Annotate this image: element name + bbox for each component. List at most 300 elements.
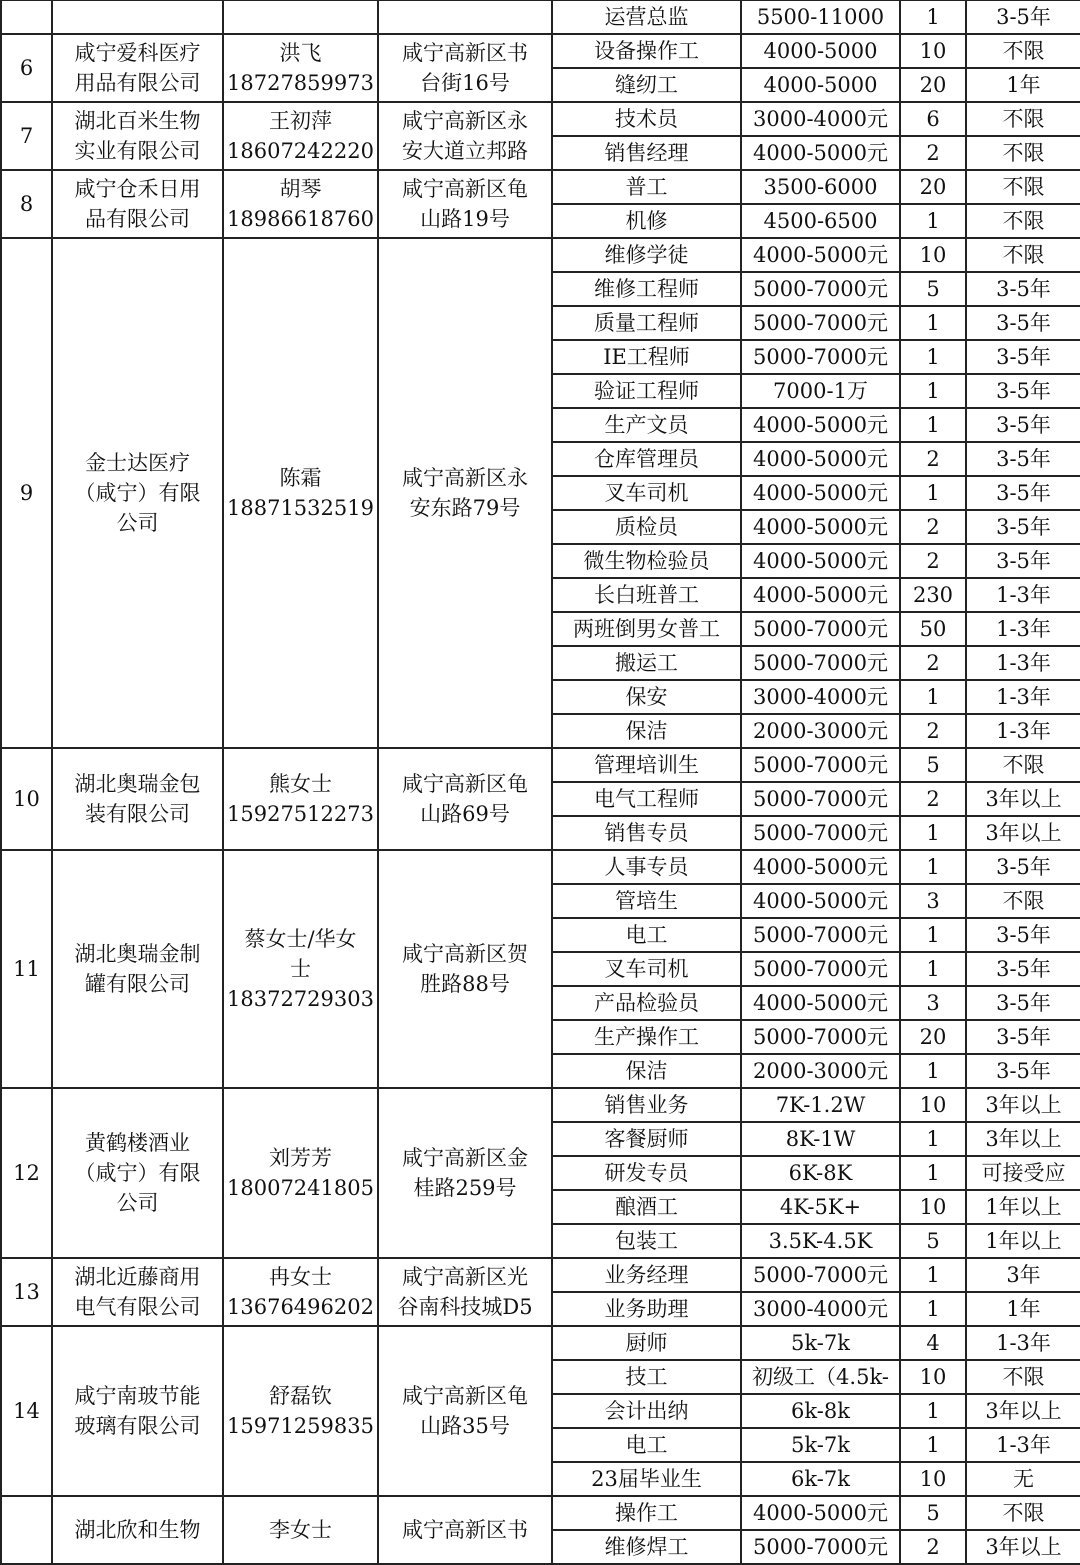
experience-requirement: 不限 [966,884,1080,918]
job-title: 研发专员 [552,1156,741,1190]
job-title: 客餐厨师 [552,1122,741,1156]
experience-requirement: 3-5年 [966,952,1080,986]
row-number [1,1496,52,1564]
salary-range: 5000-7000元 [741,306,900,340]
company-name [52,102,223,170]
experience-requirement: 3年以上 [966,1530,1080,1564]
company-address-line: 桂路259号 [413,1176,517,1200]
job-title: 搬运工 [552,646,741,680]
experience-requirement: 1年 [966,1292,1080,1326]
salary-range: 3000-4000元 [741,1292,900,1326]
company-address [378,238,552,748]
experience-requirement: 1-3年 [966,714,1080,748]
table-body [1,0,1080,1564]
salary-range: 5k-7k [741,1326,900,1360]
company-name-line: 用品有限公司 [74,71,201,95]
headcount: 2 [900,1530,966,1564]
contact-info-line: 舒磊钦 [269,1384,332,1408]
experience-requirement: 3-5年 [966,510,1080,544]
company-address-line: 咸宁高新区金 [402,1146,528,1170]
company-name [52,1496,223,1564]
salary-range: 4000-5000元 [741,884,900,918]
job-title: 电气工程师 [552,782,741,816]
job-title: 两班倒男女普工 [552,612,741,646]
experience-requirement: 1-3年 [966,1428,1080,1462]
contact-info-line: 15927512273 [227,802,374,826]
salary-range: 5000-7000元 [741,782,900,816]
company-address-line: 咸宁高新区龟 [402,1384,528,1408]
row-number [1,0,52,34]
job-title: 维修工程师 [552,272,741,306]
contact-info [223,850,378,1088]
company-name-line: 黄鹤楼酒业 [85,1131,190,1155]
salary-range: 4K-5K+ [741,1190,900,1224]
salary-range: 3000-4000元 [741,102,900,136]
company-address [378,1326,552,1496]
company-address [378,1088,552,1258]
salary-range: 3000-4000元 [741,680,900,714]
salary-range: 3.5K-4.5K [741,1224,900,1258]
row-number: 8 [1,170,52,238]
table-row [1,1258,1080,1292]
company-address [378,850,552,1088]
job-title: 长白班普工 [552,578,741,612]
experience-requirement: 不限 [966,102,1080,136]
experience-requirement: 不限 [966,238,1080,272]
headcount: 5 [900,1224,966,1258]
experience-requirement: 1-3年 [966,680,1080,714]
headcount: 2 [900,782,966,816]
headcount: 3 [900,986,966,1020]
company-name-line: 装有限公司 [85,802,190,826]
salary-range: 6K-8K [741,1156,900,1190]
headcount: 10 [900,1462,966,1496]
salary-range: 7K-1.2W [741,1088,900,1122]
headcount: 50 [900,612,966,646]
contact-info [223,0,378,34]
company-address-line: 谷南科技城D5 [397,1295,533,1319]
contact-info [223,748,378,850]
job-title: 维修学徒 [552,238,741,272]
job-title: 生产文员 [552,408,741,442]
experience-requirement: 不限 [966,1360,1080,1394]
job-title: 维修焊工 [552,1530,741,1564]
table-row [1,748,1080,782]
headcount: 1 [900,306,966,340]
company-address [378,34,552,102]
company-address-line: 咸宁高新区书 [402,41,528,65]
headcount: 5 [900,1496,966,1530]
company-name-line: 罐有限公司 [85,972,190,996]
salary-range: 2000-3000元 [741,1054,900,1088]
job-title: 生产操作工 [552,1020,741,1054]
contact-info-line: 15971259835 [227,1414,374,1438]
headcount: 1 [900,1122,966,1156]
company-name [52,1326,223,1496]
headcount: 20 [900,68,966,102]
contact-info-line: 士 [290,957,311,981]
company-name-line: 公司 [116,511,159,535]
company-name-line: 公司 [116,1191,159,1215]
company-address-line: 咸宁高新区书 [402,1518,528,1542]
company-name-line: 湖北近藤商用 [74,1265,201,1289]
contact-info-line: 洪飞 [279,41,322,65]
experience-requirement: 3-5年 [966,850,1080,884]
job-title: 质量工程师 [552,306,741,340]
salary-range: 初级工（4.5k- [741,1360,900,1394]
headcount: 1 [900,476,966,510]
salary-range: 4000-5000 [741,68,900,102]
headcount: 20 [900,170,966,204]
company-name-line: 金士达医疗 [85,451,190,475]
job-title: 操作工 [552,1496,741,1530]
contact-info-line: 13676496202 [227,1295,374,1319]
headcount: 10 [900,1088,966,1122]
experience-requirement: 3年以上 [966,1122,1080,1156]
table-row [1,1496,1080,1530]
contact-info-line: 胡琴 [279,177,322,201]
salary-range: 5000-7000元 [741,1020,900,1054]
experience-requirement: 不限 [966,204,1080,238]
table-row [1,102,1080,136]
experience-requirement: 不限 [966,748,1080,782]
salary-range: 5000-7000元 [741,1530,900,1564]
headcount: 1 [900,1258,966,1292]
experience-requirement: 可接受应 [966,1156,1080,1190]
company-address-line: 咸宁高新区龟 [402,177,528,201]
company-name [52,1258,223,1326]
row-number: 13 [1,1258,52,1326]
headcount: 10 [900,1190,966,1224]
job-title: 业务经理 [552,1258,741,1292]
company-address-line: 胜路88号 [420,972,510,996]
salary-range: 4000-5000元 [741,1496,900,1530]
headcount: 1 [900,408,966,442]
experience-requirement: 无 [966,1462,1080,1496]
job-title: 质检员 [552,510,741,544]
job-title: 叉车司机 [552,952,741,986]
experience-requirement: 不限 [966,34,1080,68]
headcount: 1 [900,0,966,34]
company-name-line: 湖北百米生物 [74,109,201,133]
table-row [1,1326,1080,1360]
salary-range: 5000-7000元 [741,748,900,782]
experience-requirement: 3-5年 [966,306,1080,340]
company-name [52,0,223,34]
salary-range: 5000-7000元 [741,952,900,986]
row-number: 11 [1,850,52,1088]
company-name-line: （咸宁）有限 [74,1161,201,1185]
table-row [1,34,1080,68]
salary-range: 4000-5000元 [741,578,900,612]
contact-info-line: 冉女士 [269,1265,332,1289]
experience-requirement: 1-3年 [966,1326,1080,1360]
experience-requirement: 3年以上 [966,816,1080,850]
company-name [52,748,223,850]
job-title: 保洁 [552,714,741,748]
headcount: 1 [900,374,966,408]
contact-info-line: 陈霜 [279,466,322,490]
salary-range: 4000-5000元 [741,238,900,272]
contact-info-line: 熊女士 [269,772,332,796]
job-title: 电工 [552,918,741,952]
company-name-line: 品有限公司 [85,207,190,231]
row-number: 10 [1,748,52,850]
company-name [52,1088,223,1258]
headcount: 2 [900,136,966,170]
salary-range: 2000-3000元 [741,714,900,748]
headcount: 5 [900,748,966,782]
job-title: 技工 [552,1360,741,1394]
salary-range: 7000-1万 [741,374,900,408]
job-title: 电工 [552,1428,741,1462]
table-row [1,238,1080,272]
headcount: 1 [900,204,966,238]
job-title: 23届毕业生 [552,1462,741,1496]
job-title: 销售专员 [552,816,741,850]
headcount: 20 [900,1020,966,1054]
headcount: 2 [900,510,966,544]
salary-range: 4000-5000元 [741,986,900,1020]
salary-range: 5000-7000元 [741,918,900,952]
salary-range: 5000-7000元 [741,816,900,850]
experience-requirement: 1-3年 [966,612,1080,646]
company-address [378,1258,552,1326]
headcount: 1 [900,816,966,850]
company-name [52,34,223,102]
salary-range: 5500-11000 [741,0,900,34]
company-address [378,170,552,238]
headcount: 1 [900,918,966,952]
job-title: 缝纫工 [552,68,741,102]
job-title: 产品检验员 [552,986,741,1020]
company-name [52,170,223,238]
salary-range: 5000-7000元 [741,340,900,374]
experience-requirement: 3-5年 [966,408,1080,442]
salary-range: 4000-5000元 [741,510,900,544]
headcount: 10 [900,238,966,272]
experience-requirement: 3-5年 [966,986,1080,1020]
contact-info-line: 18986618760 [227,207,374,231]
row-number: 7 [1,102,52,170]
experience-requirement: 1年 [966,68,1080,102]
salary-range: 6k-8k [741,1394,900,1428]
table-row [1,1088,1080,1122]
experience-requirement: 不限 [966,1496,1080,1530]
contact-info-line: 18727859973 [227,71,374,95]
contact-info [223,170,378,238]
headcount: 1 [900,850,966,884]
salary-range: 6k-7k [741,1462,900,1496]
company-name-line: 电气有限公司 [74,1295,201,1319]
experience-requirement: 1年以上 [966,1190,1080,1224]
company-name-line: 玻璃有限公司 [74,1414,201,1438]
headcount: 4 [900,1326,966,1360]
contact-info [223,34,378,102]
headcount: 10 [900,34,966,68]
company-name-line: 实业有限公司 [74,139,201,163]
company-address [378,102,552,170]
company-address-line: 山路69号 [420,802,510,826]
job-title: 验证工程师 [552,374,741,408]
contact-info [223,1088,378,1258]
headcount: 1 [900,1156,966,1190]
experience-requirement: 3-5年 [966,340,1080,374]
contact-info-line: 18007241805 [227,1176,374,1200]
company-address-line: 山路35号 [420,1414,510,1438]
company-address [378,748,552,850]
company-name-line: 湖北奥瑞金制 [74,942,201,966]
salary-range: 8K-1W [741,1122,900,1156]
company-name-line: 咸宁爱科医疗 [74,41,201,65]
salary-range: 5k-7k [741,1428,900,1462]
headcount: 2 [900,544,966,578]
headcount: 1 [900,1394,966,1428]
contact-info-line: 18607242220 [227,139,374,163]
salary-range: 4000-5000元 [741,544,900,578]
row-number: 12 [1,1088,52,1258]
headcount: 10 [900,1360,966,1394]
salary-range: 4000-5000元 [741,136,900,170]
table-row [1,0,1080,34]
job-title: 叉车司机 [552,476,741,510]
job-title: 微生物检验员 [552,544,741,578]
company-address-line: 山路19号 [420,207,510,231]
headcount: 1 [900,1428,966,1462]
job-title: 销售业务 [552,1088,741,1122]
job-title: 机修 [552,204,741,238]
headcount: 6 [900,102,966,136]
company-name-line: 湖北奥瑞金包 [74,772,201,796]
company-address-line: 安东路79号 [409,496,521,520]
job-title: 厨师 [552,1326,741,1360]
contact-info-line: 李女士 [269,1518,332,1542]
experience-requirement: 1-3年 [966,578,1080,612]
headcount: 2 [900,442,966,476]
experience-requirement: 3年以上 [966,1394,1080,1428]
experience-requirement: 3-5年 [966,918,1080,952]
job-title: 仓库管理员 [552,442,741,476]
salary-range: 4000-5000 [741,34,900,68]
headcount: 5 [900,272,966,306]
contact-info-line: 18871532519 [227,496,374,520]
headcount: 2 [900,714,966,748]
job-title: 普工 [552,170,741,204]
contact-info [223,1258,378,1326]
job-title: 运营总监 [552,0,741,34]
experience-requirement: 1-3年 [966,646,1080,680]
contact-info-line: 王初萍 [269,109,332,133]
salary-range: 5000-7000元 [741,1258,900,1292]
contact-info [223,1496,378,1564]
company-name-line: （咸宁）有限 [74,481,201,505]
experience-requirement: 3-5年 [966,1020,1080,1054]
experience-requirement: 3年以上 [966,782,1080,816]
job-title: 保安 [552,680,741,714]
experience-requirement: 3-5年 [966,476,1080,510]
salary-range: 4000-5000元 [741,850,900,884]
table-row [1,850,1080,884]
headcount: 1 [900,952,966,986]
company-name-line: 湖北欣和生物 [74,1518,201,1542]
contact-info [223,1326,378,1496]
company-address-line: 台街16号 [420,71,510,95]
headcount: 1 [900,340,966,374]
job-title: 包装工 [552,1224,741,1258]
experience-requirement: 3-5年 [966,544,1080,578]
experience-requirement: 3年以上 [966,1088,1080,1122]
salary-range: 3500-6000 [741,170,900,204]
headcount: 1 [900,680,966,714]
experience-requirement: 3-5年 [966,374,1080,408]
salary-range: 4000-5000元 [741,408,900,442]
contact-info-line: 刘芳芳 [269,1146,332,1170]
row-number: 9 [1,238,52,748]
job-title: 销售经理 [552,136,741,170]
company-address-line: 咸宁高新区光 [402,1265,528,1289]
contact-info [223,238,378,748]
company-address-line: 咸宁高新区龟 [402,772,528,796]
company-address-line: 咸宁高新区永 [402,109,528,133]
company-name-line: 咸宁南玻节能 [74,1384,201,1408]
job-title: 管培生 [552,884,741,918]
company-name [52,238,223,748]
experience-requirement: 3-5年 [966,0,1080,34]
company-name [52,850,223,1088]
job-title: 会计出纳 [552,1394,741,1428]
salary-range: 5000-7000元 [741,646,900,680]
experience-requirement: 不限 [966,170,1080,204]
job-title: IE工程师 [552,340,741,374]
row-number: 14 [1,1326,52,1496]
job-title: 技术员 [552,102,741,136]
company-address [378,0,552,34]
headcount: 230 [900,578,966,612]
contact-info-line: 18372729303 [227,987,374,1011]
experience-requirement: 3-5年 [966,272,1080,306]
job-title: 设备操作工 [552,34,741,68]
headcount: 3 [900,884,966,918]
experience-requirement: 不限 [966,136,1080,170]
company-address-line: 安大道立邦路 [402,139,528,163]
job-title: 酿酒工 [552,1190,741,1224]
experience-requirement: 3年 [966,1258,1080,1292]
company-address [378,1496,552,1564]
headcount: 1 [900,1292,966,1326]
table-row [1,170,1080,204]
contact-info [223,102,378,170]
salary-range: 5000-7000元 [741,612,900,646]
company-address-line: 咸宁高新区贺 [402,942,528,966]
company-name-line: 咸宁仓禾日用 [74,177,201,201]
row-number: 6 [1,34,52,102]
contact-info-line: 蔡女士/华女 [244,927,357,951]
salary-range: 5000-7000元 [741,272,900,306]
headcount: 1 [900,1054,966,1088]
headcount: 2 [900,646,966,680]
company-address-line: 咸宁高新区永 [402,466,528,490]
job-title: 业务助理 [552,1292,741,1326]
job-title: 人事专员 [552,850,741,884]
experience-requirement: 1年以上 [966,1224,1080,1258]
experience-requirement: 3-5年 [966,1054,1080,1088]
job-title: 保洁 [552,1054,741,1088]
salary-range: 4000-5000元 [741,442,900,476]
salary-range: 4000-5000元 [741,476,900,510]
job-title: 管理培训生 [552,748,741,782]
experience-requirement: 3-5年 [966,442,1080,476]
salary-range: 4500-6500 [741,204,900,238]
